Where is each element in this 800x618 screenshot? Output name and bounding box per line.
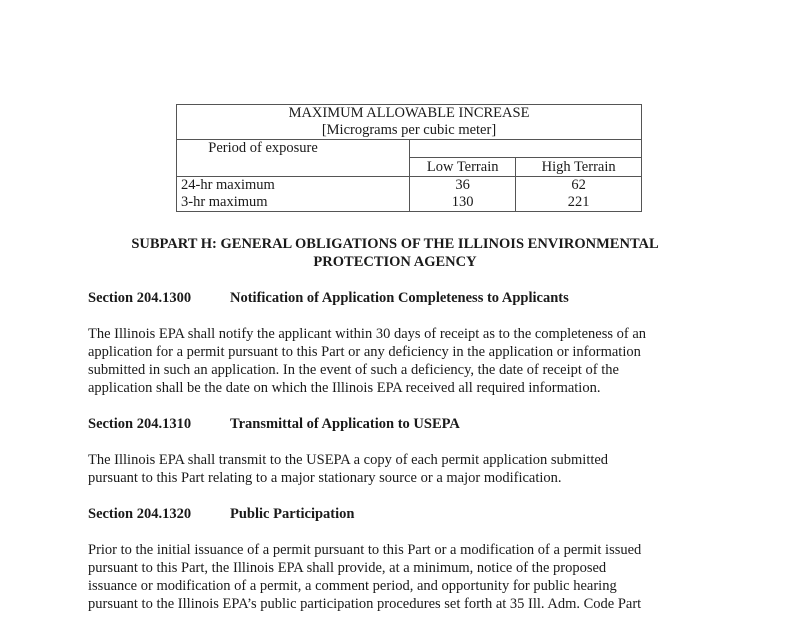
table-units: [Micrograms per cubic meter] (321, 122, 497, 138)
col-low-terrain: Low Terrain (410, 158, 516, 177)
table-title-cell (177, 105, 642, 140)
body-line: application for a permit pursuant to this Part or any deficiency in the application or information (88, 344, 641, 360)
section-title: Notification of Application Completeness to Applicants (230, 290, 569, 306)
section-body-1310 (88, 451, 703, 487)
body-line: issuance or modification of a permit, a comment period, and opportunity for public hearing (88, 578, 617, 594)
table-row (177, 177, 642, 195)
maximum-allowable-increase-table (176, 104, 642, 212)
col-high-terrain: High Terrain (516, 158, 642, 177)
blank-header-cell (410, 140, 642, 158)
row-low: 36 (410, 177, 516, 195)
body-line: pursuant to this Part relating to a major stationary source or a major modification. (88, 470, 562, 486)
row-period: 24-hr maximum (177, 177, 410, 195)
period-header-cell (177, 140, 410, 177)
body-line: pursuant to this Part, the Illinois EPA shall provide, at a minimum, notice of the proposed (88, 560, 607, 576)
section-heading-1320 (88, 505, 354, 523)
row-high: 62 (516, 177, 642, 195)
section-title: Public Participation (230, 506, 355, 522)
table-row (177, 194, 642, 212)
section-title: Transmittal of Application to USEPA (230, 416, 460, 432)
body-line: The Illinois EPA shall notify the applicant within 30 days of receipt as to the completeness of an (88, 326, 647, 342)
table-title: MAXIMUM ALLOWABLE INCREASE (288, 105, 530, 121)
body-line: application shall be the date on which the Illinois EPA received all required information. (88, 380, 601, 396)
section-body-1320 (88, 541, 703, 613)
subpart-heading (90, 235, 700, 271)
subpart-line-2: PROTECTION AGENCY (313, 254, 477, 270)
section-number: Section 204.1310 (88, 416, 192, 432)
section-body-1300 (88, 325, 703, 397)
body-line: Prior to the initial issuance of a permit pursuant to this Part or a modification of a permit issued (88, 542, 642, 558)
row-low: 130 (410, 194, 516, 212)
section-number: Section 204.1300 (88, 290, 192, 306)
period-header: Period of exposure (208, 140, 318, 156)
body-line: The Illinois EPA shall transmit to the USEPA a copy of each permit application submitted (88, 452, 609, 468)
body-line: pursuant to the Illinois EPA’s public participation procedures set forth at 35 Ill. Adm. Code Part (88, 596, 642, 612)
section-heading-1300 (88, 289, 569, 307)
section-heading-1310 (88, 415, 460, 433)
row-period: 3-hr maximum (177, 194, 410, 212)
row-high: 221 (516, 194, 642, 212)
body-line: submitted in such an application. In the event of such a deficiency, the date of receipt of the (88, 362, 619, 378)
section-number: Section 204.1320 (88, 506, 192, 522)
subpart-line-1: SUBPART H: GENERAL OBLIGATIONS OF THE ILLINOIS ENVIRONMENTAL (131, 236, 659, 252)
